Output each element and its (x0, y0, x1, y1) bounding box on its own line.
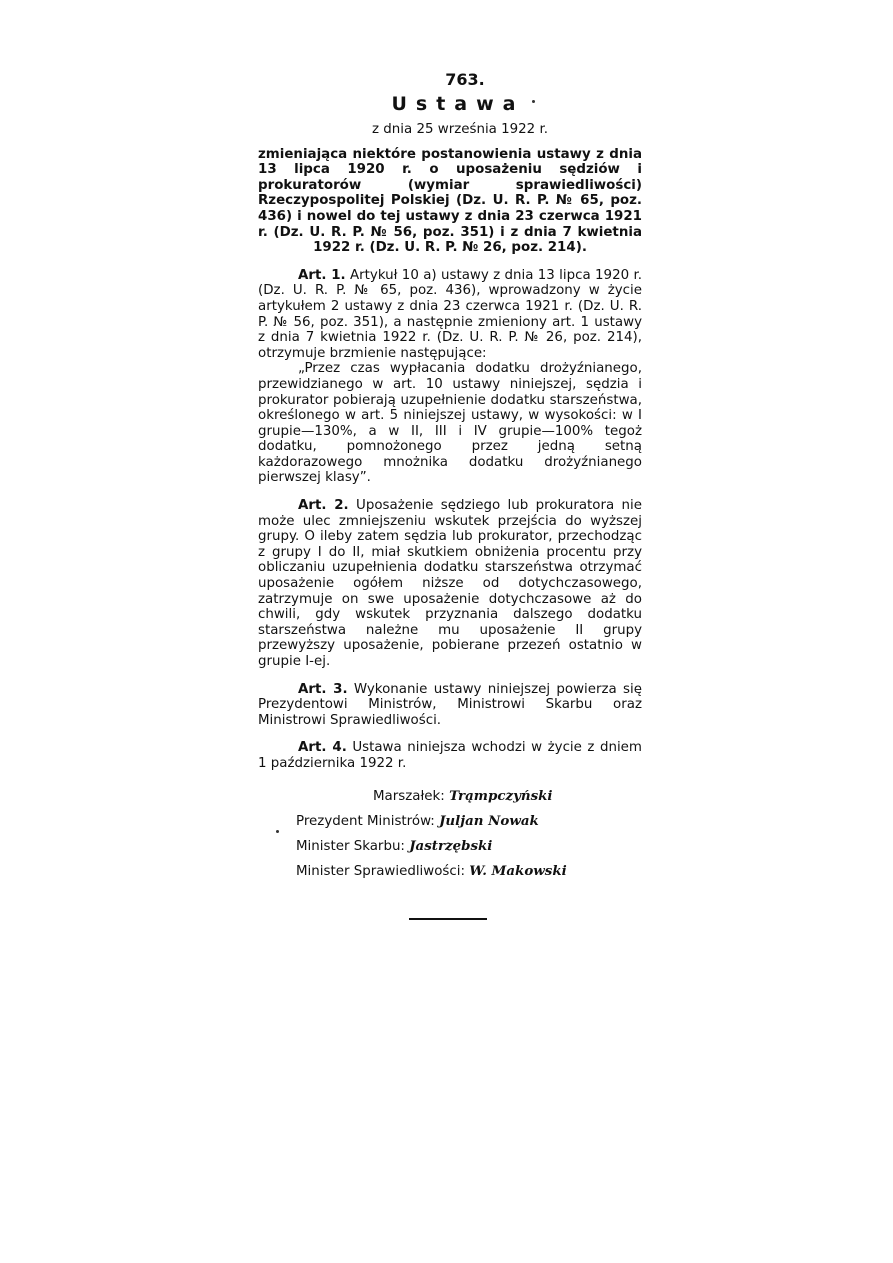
signature-name: Jastrzębski (409, 837, 493, 854)
signature-justice-minister (258, 859, 642, 884)
speck (276, 830, 279, 833)
end-rule (409, 918, 487, 920)
article-text: Ustawa niniejsza wchodzi w życie z dniem 1 października 1922 r. (258, 740, 642, 771)
speck (532, 100, 535, 103)
signatures (258, 784, 642, 884)
signature-role: Minister Skarbu: (296, 838, 405, 854)
document-date: z dnia 25 września 1922 r. (372, 122, 548, 137)
article-4 (258, 740, 642, 771)
article-text: Wykonanie ustawy niniejszej powierza się Prezydentowi Ministrów, Ministrowi Skarbu oraz Ministrowi Sprawiedliwości. (258, 681, 642, 728)
signature-role: Marszałek: (373, 788, 445, 804)
article-2 (258, 498, 642, 670)
document-column (258, 70, 642, 884)
signature-treasury-minister (258, 834, 642, 859)
article-text: Uposażenie sędziego lub prokuratora nie może ulec zmniejszeniu wskutek przejścia do wyższej grupy. O ileby zatem sędzia lub prokurator, przechodząc z grupy I do II, miał skutkiem obniżenia procentu przy obliczaniu uzupełnienia dodatku starszeństwa otrzymać uposażenie ogółem niższe od dotychczasowego, zatrzymuje on swe uposażenie dotychczasowe aż do chwili, gdy wskutek przyznania dalszego dodatku starszeństwa należne mu uposażenie II grupy przewyższy uposażenie, pobierane przezeń ostatnio w grupie I-ej. (258, 498, 643, 669)
article-label: Art. 2. (298, 498, 349, 514)
document-subject: zmieniająca niektóre postanowienia ustawy z dnia 13 lipca 1920 r. o uposażeniu sędziów i prokuratorów (wymiar sprawiedliwości) Rzeczypospolitej Polskiej (Dz. U. R. P. № 65, poz. 436) i nowel do tej ustawy z dnia 23 czerwca 1921 r. (Dz. U. R. P. № 56, poz. 351) i z dnia 7 kwietnia 1922 r. (Dz. U. R. P. № 26, poz. 214). (258, 146, 642, 256)
page-number: 763. (445, 70, 485, 89)
document-title: Ustawa (391, 93, 525, 115)
signature-name: Juljan Nowak (439, 812, 539, 829)
article-label: Art. 3. (298, 681, 348, 697)
signature-role: Minister Sprawiedliwości: (296, 863, 465, 879)
article-text: Artykuł 10 a) ustawy z dnia 13 lipca 1920 r. (Dz. U. R. P. № 65, poz. 436), wprowadzony w życie artykułem 2 ustawy z dnia 23 czerwca 1921 r. (Dz. U. R. P. № 56, poz. 351), a następnie zmieniony art. 1 ustawy z dnia 7 kwietnia 1922 r. (Dz. U. R. P. № 26, poz. 214), otrzymuje brzmienie następujące: (258, 267, 642, 361)
article-1-quote: „Przez czas wypłacania dodatku drożyźnianego, przewidzianego w art. 10 ustawy niniejszej, sędzia i prokurator pobierają uzupełnienie dodatku starszeństwa, określonego w art. 5 niniejszej ustawy, w wysokości: w I grupie—130%, a w II, III i IV grupie—100% tegoż dodatku, pomnożonego przez jedną setną każdorazowego mnożnika dodatku drożyźnianego pierwszej klasy”. (258, 361, 642, 486)
signature-name: W. Makowski (469, 862, 567, 879)
signature-marshal (258, 784, 642, 809)
signature-name: Trąmpczyński (449, 787, 553, 804)
article-label: Art. 1. (298, 267, 346, 283)
article-label: Art. 4. (298, 740, 347, 756)
signature-role: Prezydent Ministrów: (296, 813, 435, 829)
article-3 (258, 682, 642, 729)
article-1 (258, 268, 642, 362)
signature-prime-minister (258, 809, 642, 834)
